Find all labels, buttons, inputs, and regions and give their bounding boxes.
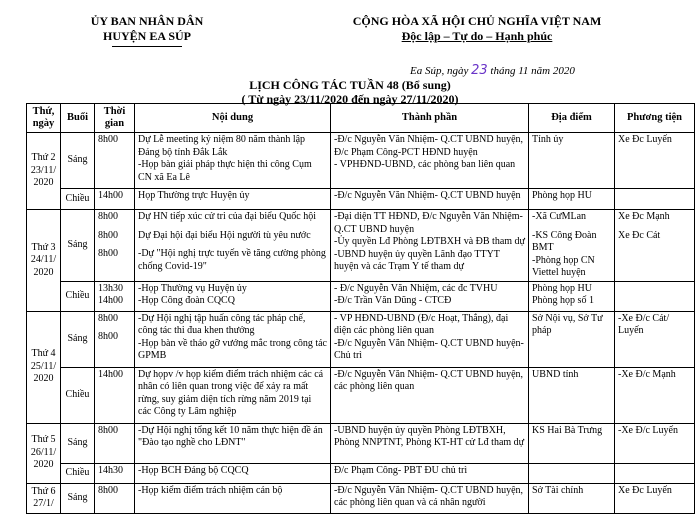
content-cell: Dự HN tiếp xúc cử tri của đại biểu Quốc hội Dự Đại hội đại biểu Hội người tù yêu nước -Dự "Hội nghị trực tuyến về tăng cường phòng chống Covid-19" [135, 210, 331, 282]
table-row [27, 133, 695, 189]
time-cell: 8h00 [95, 483, 135, 513]
time-cell: 14h00 [95, 189, 135, 210]
day-cell: Thứ 5 26/11/ 2020 [27, 423, 61, 483]
col-header-session: Buổi [61, 104, 95, 133]
content-cell: Dự Lễ meeting kỷ niệm 80 năm thành lập Đảng bộ tỉnh Đắk Lắk -Họp bàn giải pháp thực hiện thi công Cụm CN xã Ea Lê [135, 133, 331, 189]
session-cell: Sáng [61, 133, 95, 189]
document-subtitle: ( Từ ngày 23/11/2020 đến ngày 27/11/2020) [241, 92, 459, 106]
date-day-handwritten: 23 [471, 63, 488, 78]
session-cell: Sáng [61, 483, 95, 513]
place-cell: Phòng họp HU [529, 189, 615, 210]
vehicle-cell [615, 281, 695, 311]
time-cell: 8h00 8h00 [95, 311, 135, 367]
table-row [27, 189, 695, 210]
content-cell: -Dự Hội nghị tổng kết 10 năm thực hiện đề án "Đào tạo nghề cho LĐNT" [135, 423, 331, 463]
session-cell: Chiều [61, 463, 95, 483]
col-header-members: Thành phần [331, 104, 529, 133]
vehicle-cell [615, 189, 695, 210]
place-cell: Sở Tài chính [529, 483, 615, 513]
time-cell: 8h00 8h00 8h00 [95, 210, 135, 282]
time-cell: 14h30 [95, 463, 135, 483]
session-cell: Chiều [61, 189, 95, 210]
vehicle-cell: Xe Đc Luyến [615, 133, 695, 189]
col-header-place: Địa điểm [529, 104, 615, 133]
session-cell: Sáng [61, 423, 95, 463]
national-motto-block [312, 14, 642, 44]
place-cell: UBND tỉnh [529, 367, 615, 423]
time-cell: 8h00 [95, 423, 135, 463]
members-cell: -Đ/c Nguyễn Văn Nhiệm- Q.CT UBND huyện [331, 189, 529, 210]
vehicle-cell: Xe Đc Luyến [615, 483, 695, 513]
content-cell: Dự họpv /v họp kiểm điểm trách nhiệm các cá nhân có liên quan trong việc để xảy ra mất rừng, suy giảm diện tích rừng năm 2019 tại các Công ty Lâm nghiệp [135, 367, 331, 423]
table-row [27, 210, 695, 282]
date-line [410, 63, 575, 78]
place-cell: Tỉnh ủy [529, 133, 615, 189]
members-cell: -UBND huyện ủy quyền Phòng LĐTBXH, Phòng NNPTNT, Phòng KT-HT cử Lđ tham dự [331, 423, 529, 463]
date-suffix: tháng 11 năm 2020 [490, 65, 575, 77]
session-cell: Chiều [61, 367, 95, 423]
time-cell: 13h30 14h00 [95, 281, 135, 311]
content-cell: -Họp kiểm điểm trách nhiệm cán bộ [135, 483, 331, 513]
session-cell: Chiều [61, 281, 95, 311]
members-cell: - VP HĐND-UBND (Đ/c Hoạt, Thắng), đại diện các phòng liên quan -Đ/c Nguyễn Văn Nhiệm- Q.CT UBND huyện- Chủ trì [331, 311, 529, 367]
col-header-time: Thời gian [95, 104, 135, 133]
members-cell: Đ/c Phạm Công- PBT ĐU chủ trì [331, 463, 529, 483]
place-cell: KS Hai Bà Trưng [529, 423, 615, 463]
national-motto: Độc lập – Tự do – Hạnh phúc [401, 29, 553, 43]
issuer-org: ỦY BAN NHÂN DÂN [90, 14, 204, 28]
col-header-day: Thứ, ngày [27, 104, 61, 133]
table-row [27, 311, 695, 367]
vehicle-cell: Xe Đc Mạnh Xe Đc Cát [615, 210, 695, 282]
table-header-row [27, 104, 695, 133]
table-row [27, 463, 695, 483]
day-cell: Thứ 6 27/1/ [27, 483, 61, 513]
place-cell: Sở Nội vụ, Sở Tư pháp [529, 311, 615, 367]
col-header-vehicle: Phương tiện [615, 104, 695, 133]
members-cell: -Đ/c Nguyễn Văn Nhiệm- Q.CT UBND huyện, các phòng liên quan và cá nhân người [331, 483, 529, 513]
time-cell: 8h00 [95, 133, 135, 189]
place-cell: -Xã CưMLan -KS Công Đoàn BMT -Phòng họp CN Viettel huyện [529, 210, 615, 282]
issuer-block [52, 14, 242, 47]
table-row [27, 483, 695, 513]
place-cell [529, 463, 615, 483]
content-cell: -Dự Hội nghị tập huấn công tác pháp chế, công tác thi đua khen thưởng -Họp bàn về tháo gỡ vướng mắc trong công tác GPMB [135, 311, 331, 367]
day-cell: Thứ 3 24/11/ 2020 [27, 210, 61, 312]
day-cell: Thứ 4 25/11/ 2020 [27, 311, 61, 423]
table-row [27, 281, 695, 311]
col-header-content: Nội dung [135, 104, 331, 133]
vehicle-cell: -Xe Đ/c Cát/ Luyến [615, 311, 695, 367]
vehicle-cell: -Xe Đ/c Mạnh [615, 367, 695, 423]
content-cell: Họp Thường trực Huyện ủy [135, 189, 331, 210]
place-cell: Phòng họp HU Phòng họp số 1 [529, 281, 615, 311]
members-cell: -Đại diện TT HĐND, Đ/c Nguyễn Văn Nhiệm-Q.CT UBND huyện -Ủy quyền Lđ Phòng LĐTBXH và ĐB tham dự -UBND huyện ủy quyền Lãnh đạo TTYT huyện và các Trạm Y tế tham dự [331, 210, 529, 282]
date-prefix: Ea Súp, ngày [410, 65, 469, 77]
issuer-district: HUYỆN EA SÚP [102, 29, 191, 43]
content-cell: -Họp Thường vụ Huyện ủy -Họp Công đoàn CQCQ [135, 281, 331, 311]
day-cell: Thứ 2 23/11/ 2020 [27, 133, 61, 210]
vehicle-cell [615, 463, 695, 483]
document-title: LỊCH CÔNG TÁC TUẦN 48 (Bổ sung) [249, 78, 451, 92]
session-cell: Sáng [61, 311, 95, 367]
table-row [27, 423, 695, 463]
schedule-table [26, 103, 695, 514]
session-cell: Sáng [61, 210, 95, 282]
national-title: CỘNG HÒA XÃ HỘI CHỦ NGHĨA VIỆT NAM [352, 14, 602, 28]
issuer-underline [112, 46, 182, 47]
time-cell: 14h00 [95, 367, 135, 423]
content-cell: -Họp BCH Đảng bộ CQCQ [135, 463, 331, 483]
members-cell: - Đ/c Nguyễn Văn Nhiệm, các đc TVHU -Đ/c Trần Văn Dũng - CTCĐ [331, 281, 529, 311]
table-row [27, 367, 695, 423]
members-cell: -Đ/c Nguyễn Văn Nhiệm- Q.CT UBND huyện, các phòng liên quan [331, 367, 529, 423]
document-title-block [0, 78, 700, 106]
members-cell: -Đ/c Nguyễn Văn Nhiệm- Q.CT UBND huyện, Đ/c Phạm Công-PCT HĐND huyện - VPHĐND-UBND, các phòng ban liên quan [331, 133, 529, 189]
vehicle-cell: -Xe Đ/c Luyến [615, 423, 695, 463]
